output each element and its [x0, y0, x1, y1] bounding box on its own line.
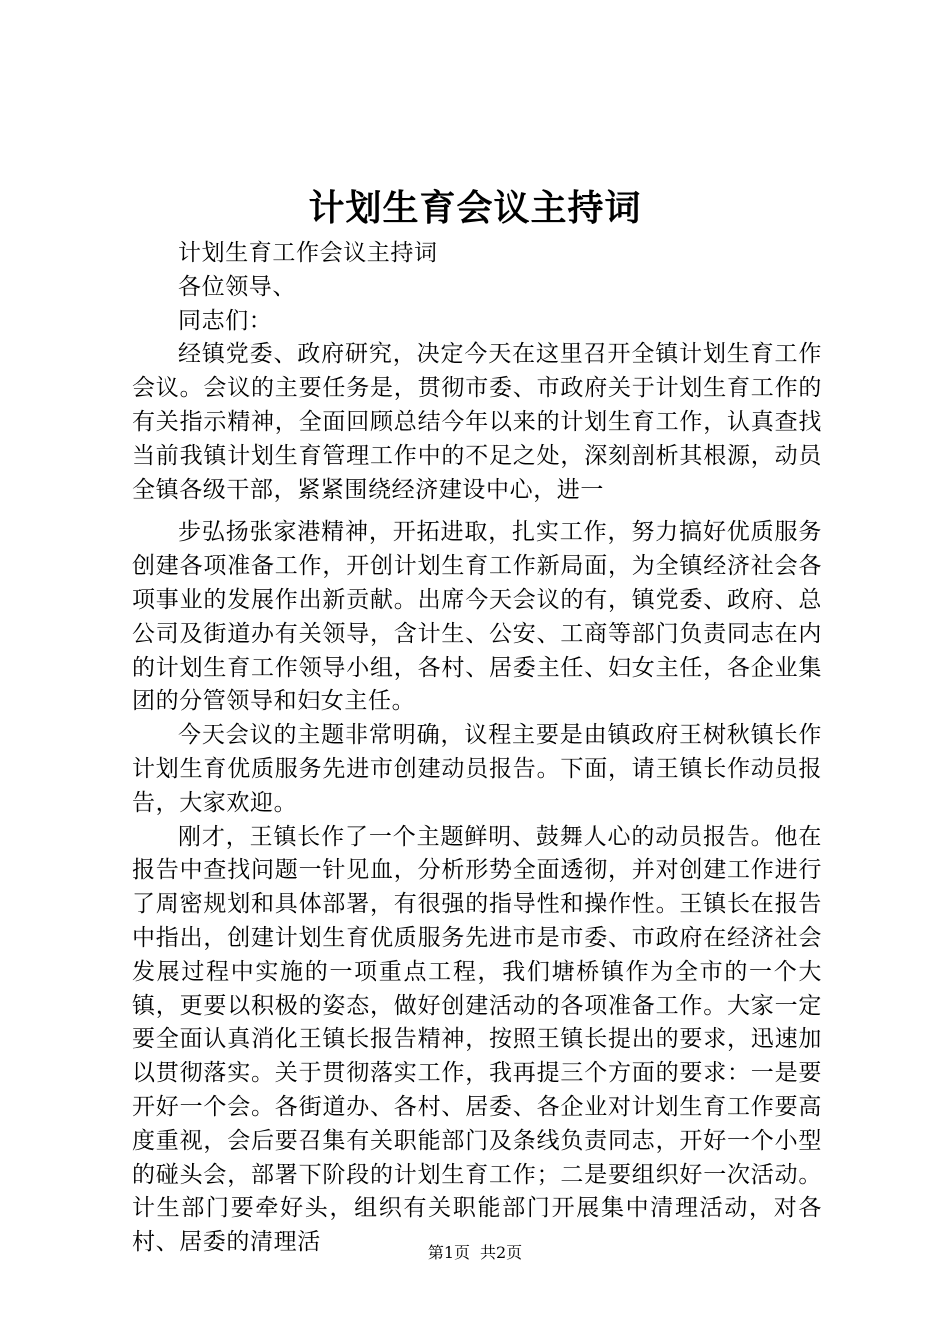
body-paragraph: 经镇党委、政府研究，决定今天在这里召开全镇计划生育工作会议。会议的主要任务是，贯彻市委、市政府关于计划生育工作的有关指示精神，全面回顾总结今年以来的计划生育工作，认真查找当前我镇计划生育管理工作中的不足之处，深刻剖析其根源，动员全镇各级干部，紧紧围绕经济建设中心，进一: [132, 341, 822, 503]
page-number: 第1页: [427, 1243, 470, 1262]
salutation-leaders: 各位领导、: [178, 273, 296, 300]
page-footer: [0, 1243, 950, 1263]
subtitle-paragraph: 计划生育工作会议主持词: [178, 240, 438, 266]
body-paragraph: 刚才，王镇长作了一个主题鲜明、鼓舞人心的动员报告。他在报告中查找问题一针见血，分析形势全面透彻，并对创建工作进行了周密规划和具体部署，有很强的指导性和操作性。王镇长在报告中指出，创建计划生育优质服务先进市是市委、市政府在经济社会发展过程中实施的一项重点工程，我们塘桥镇作为全市的一个大镇，更要以积极的姿态，做好创建活动的各项准备工作。大家一定要全面认真消化王镇长报告精神，按照王镇长提出的要求，迅速加以贯彻落实。关于贯彻落实工作，我再提三个方面的要求：一是要开好一个会。各街道办、各村、居委、各企业对计划生育工作要高度重视，会后要召集有关职能部门及条线负责同志，开好一个小型的碰头会，部署下阶段的计划生育工作；二是要组织好一次活动。计生部门要牵好头，组织有关职能部门开展集中清理活动，对各村、居委的清理活: [132, 823, 822, 1256]
body-paragraph: 今天会议的主题非常明确，议程主要是由镇政府王树秋镇长作计划生育优质服务先进市创建动员报告。下面，请王镇长作动员报告，大家欢迎。: [132, 722, 822, 816]
salutation-comrades: 同志们：: [178, 307, 273, 334]
document-title: 计划生育会议主持词: [308, 187, 642, 229]
page-total: 共2页: [480, 1243, 523, 1262]
body-paragraph: 步弘扬张家港精神，开拓进取，扎实工作，努力搞好优质服务创建各项准备工作，开创计划生育工作新局面，为全镇经济社会各项事业的发展作出新贡献。出席今天会议的有，镇党委、政府、总公司及街道办有关领导，含计生、公安、工商等部门负责同志在内的计划生育工作领导小组，各村、居委主任、妇女主任，各企业集团的分管领导和妇女主任。: [132, 519, 822, 715]
